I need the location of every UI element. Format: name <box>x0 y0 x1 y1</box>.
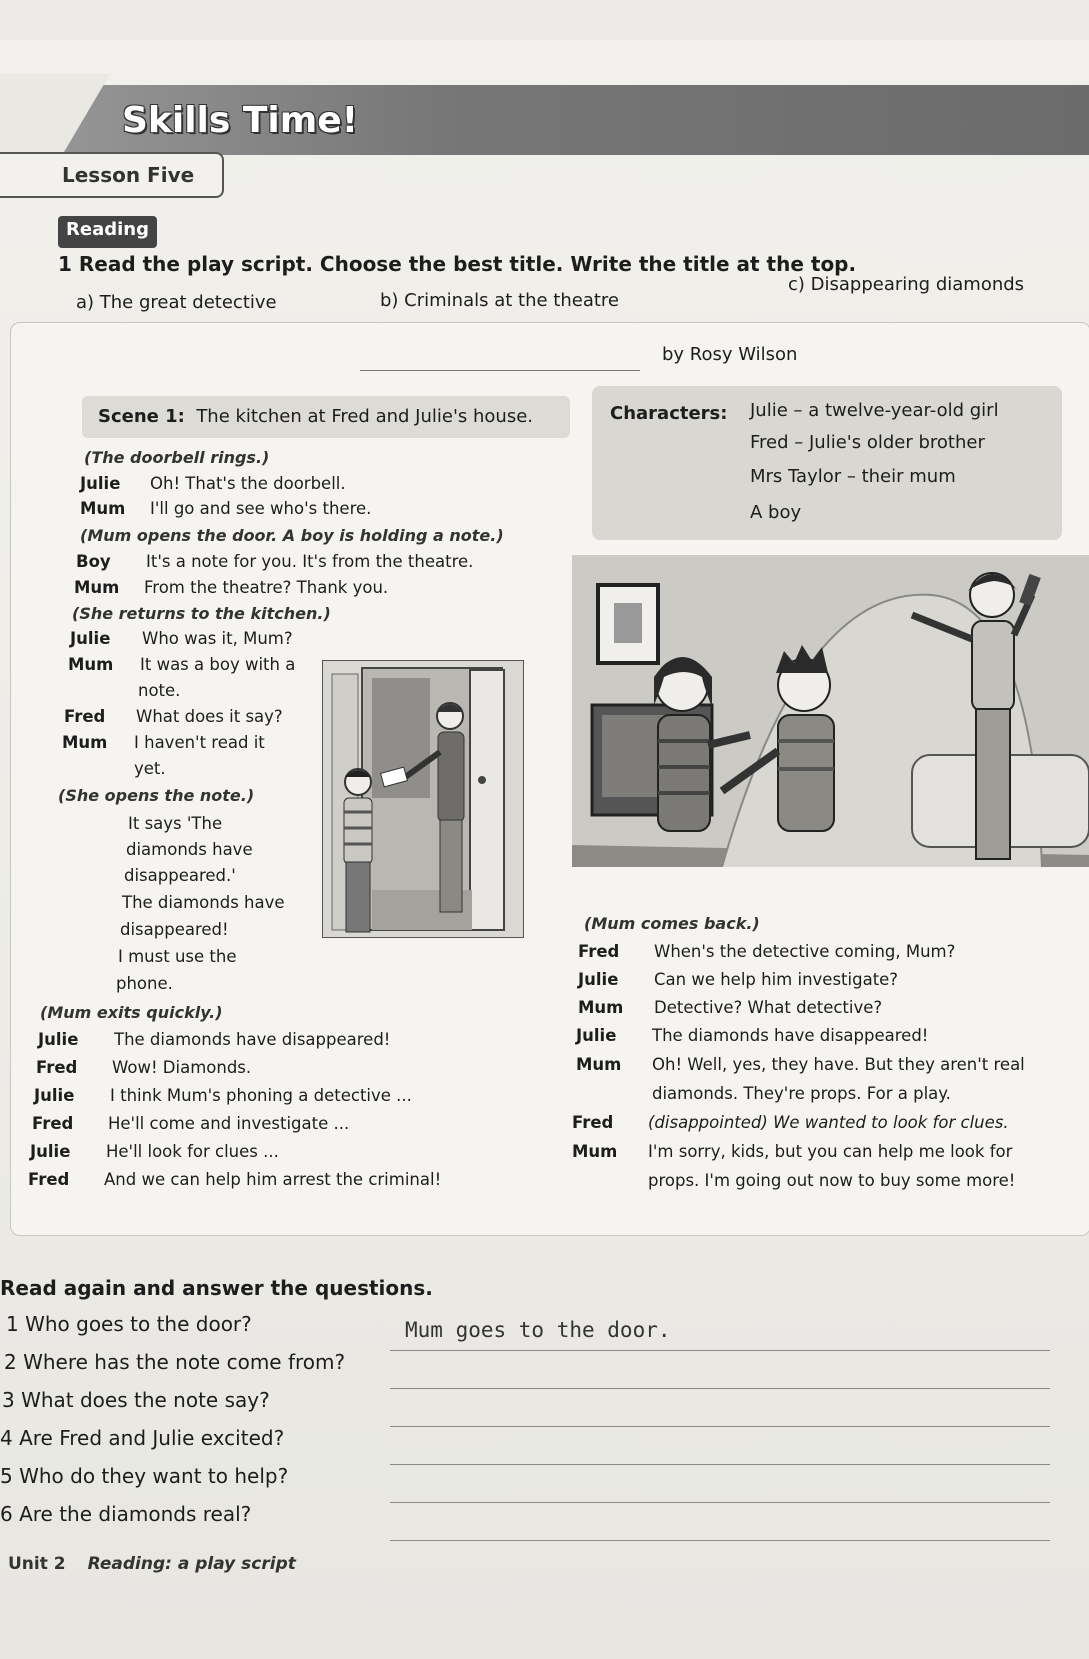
script-line: Julie He'll look for clues ... <box>30 1142 279 1161</box>
footer-unit: Unit 2 <box>8 1554 66 1574</box>
option-a: a) The great detective <box>76 292 277 313</box>
scene-label: Scene 1: <box>98 406 185 427</box>
option-b: b) Criminals at the theatre <box>380 290 619 311</box>
script-line: Julie The diamonds have disappeared! <box>576 1026 929 1045</box>
script-line: Mum I haven't read it <box>62 733 265 752</box>
script-line: Mum Oh! Well, yes, they have. But they aren't real <box>576 1055 1025 1074</box>
kitchen-scene-illustration <box>572 555 1089 867</box>
play-author: by Rosy Wilson <box>662 344 798 365</box>
section-badge: Reading <box>58 216 157 248</box>
lesson-tab <box>0 152 224 198</box>
script-line: disappeared.' <box>124 866 236 885</box>
stage-direction: (She returns to the kitchen.) <box>72 604 331 623</box>
exercise2-heading: Read again and answer the questions. <box>0 1276 433 1300</box>
character-fred: Fred – Julie's older brother <box>750 432 985 453</box>
script-line: Fred Wow! Diamonds. <box>36 1058 252 1077</box>
answer-line-3[interactable] <box>390 1426 1050 1427</box>
script-line: The diamonds have <box>122 893 285 912</box>
script-line: Julie Who was it, Mum? <box>70 629 293 648</box>
script-line: Julie Oh! That's the doorbell. <box>80 474 346 493</box>
script-line: It says 'The <box>128 814 223 833</box>
answer-line-1[interactable] <box>390 1350 1050 1351</box>
script-line: Mum From the theatre? Thank you. <box>74 578 389 597</box>
exercise1-instruction: 1 Read the play script. Choose the best title. Write the title at the top. <box>58 252 857 276</box>
title-write-line <box>360 370 640 371</box>
script-line: Mum I'm sorry, kids, but you can help me look for <box>572 1142 1013 1161</box>
character-julie: Julie – a twelve-year-old girl <box>750 400 999 421</box>
question-3: 3 What does the note say? <box>2 1388 270 1412</box>
footer-topic: Reading: a play script <box>87 1554 296 1574</box>
script-line: Mum It was a boy with a <box>68 655 296 674</box>
script-line: diamonds have <box>126 840 253 859</box>
stage-direction: (Mum opens the door. A boy is holding a note.) <box>80 526 504 545</box>
script-line: Mum I'll go and see who's there. <box>80 499 372 518</box>
door-scene-illustration <box>322 660 524 938</box>
script-line: Boy It's a note for you. It's from the theatre. <box>76 552 474 571</box>
sample-answer: Mum goes to the door. <box>405 1318 671 1342</box>
script-line: Fred And we can help him arrest the criminal! <box>28 1170 442 1189</box>
answer-line-5[interactable] <box>390 1502 1050 1503</box>
script-line: diamonds. They're props. For a play. <box>652 1084 951 1103</box>
page-footer <box>8 1554 296 1574</box>
script-line: I must use the <box>118 947 237 966</box>
answer-line-2[interactable] <box>390 1388 1050 1389</box>
character-boy: A boy <box>750 502 802 523</box>
stage-direction: (The doorbell rings.) <box>84 448 270 467</box>
script-line: Fred When's the detective coming, Mum? <box>578 942 956 961</box>
characters-label: Characters: <box>610 403 728 424</box>
lesson-label: Lesson Five <box>62 163 195 187</box>
script-line: Fred (disappointed) We wanted to look for clues. <box>572 1113 1009 1132</box>
question-6: 6 Are the diamonds real? <box>0 1502 252 1526</box>
script-line: Fred What does it say? <box>64 707 283 726</box>
script-line: phone. <box>116 974 173 993</box>
question-1: 1 Who goes to the door? <box>6 1312 252 1336</box>
stage-direction: (Mum exits quickly.) <box>40 1003 223 1022</box>
page-title: Skills Time! <box>122 100 359 141</box>
answer-line-4[interactable] <box>390 1464 1050 1465</box>
stage-direction: (She opens the note.) <box>58 786 255 805</box>
script-line: disappeared! <box>120 920 229 939</box>
script-line: Fred He'll come and investigate ... <box>32 1114 350 1133</box>
scene-text: The kitchen at Fred and Julie's house. <box>196 406 534 427</box>
answer-line-6[interactable] <box>390 1540 1050 1541</box>
question-2: 2 Where has the note come from? <box>4 1350 346 1374</box>
script-line: Julie Can we help him investigate? <box>578 970 899 989</box>
script-line: note. <box>138 681 181 700</box>
question-5: 5 Who do they want to help? <box>0 1464 289 1488</box>
question-4: 4 Are Fred and Julie excited? <box>0 1426 285 1450</box>
script-line: Julie I think Mum's phoning a detective ... <box>34 1086 412 1105</box>
script-line: Mum Detective? What detective? <box>578 998 883 1017</box>
character-mum: Mrs Taylor – their mum <box>750 466 956 487</box>
script-line: Julie The diamonds have disappeared! <box>38 1030 391 1049</box>
option-c: c) Disappearing diamonds <box>788 274 1025 295</box>
script-line: yet. <box>134 759 166 778</box>
stage-direction: (Mum comes back.) <box>584 914 760 933</box>
scene-heading <box>82 396 570 438</box>
script-line: props. I'm going out now to buy some more! <box>648 1171 1016 1190</box>
